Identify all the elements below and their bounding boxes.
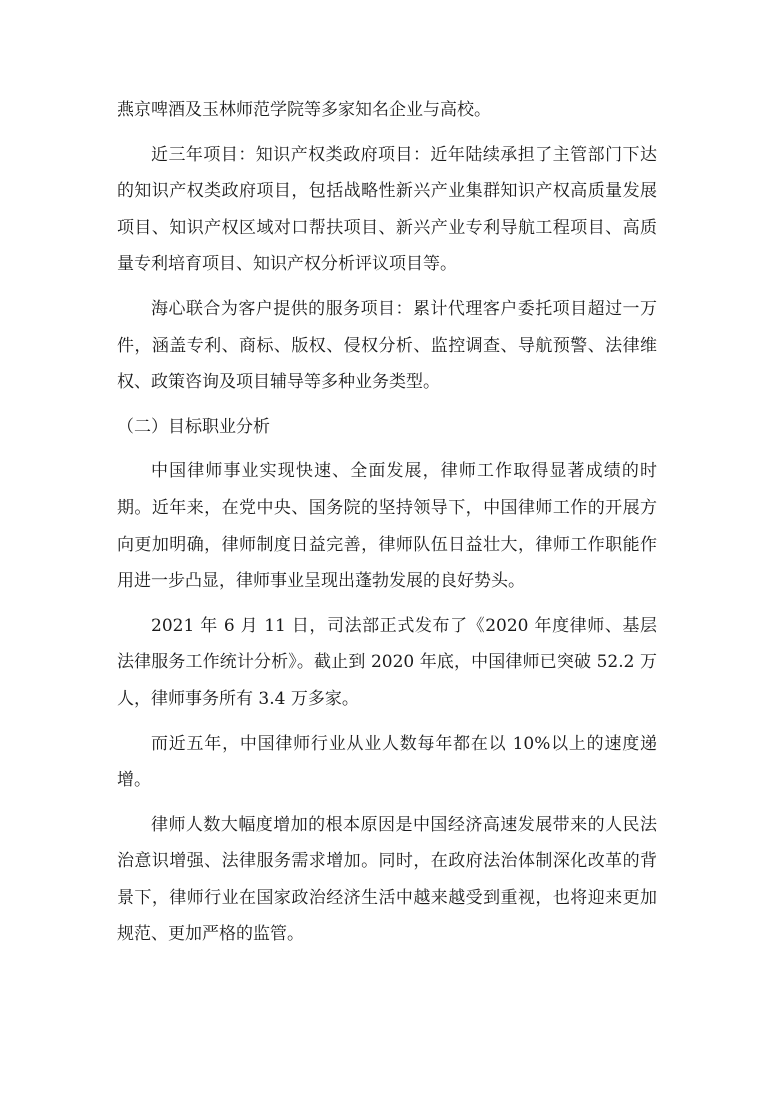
paragraph-continuation: 燕京啤酒及玉林师范学院等多家知名企业与高校。 bbox=[117, 100, 491, 120]
paragraph-recent-projects: 近三年项目：知识产权类政府项目：近年陆续承担了主管部门下达的知识产权类政府项目，包括战略性新兴产业集群知识产权高质量发展项目、知识产权区域对口帮扶项目、新兴产业专利导航工程项目、高质量专利培育项目、知识产权分析评议项目等。 bbox=[117, 144, 657, 275]
paragraph-client-services: 海心联合为客户提供的服务项目：累计代理客户委托项目超过一万件，涵盖专利、商标、版权、侵权分析、监控调查、导航预警、法律维权、政策咨询及项目辅导等多种业务类型。 bbox=[117, 298, 657, 393]
paragraph-growth-rate: 而近五年，中国律师行业从业人数每年都在以 10%以上的速度递增。 bbox=[117, 733, 657, 791]
section-heading-target-career: （二）目标职业分析 bbox=[117, 416, 270, 437]
paragraph-lawyer-development: 中国律师事业实现快速、全面发展，律师工作取得显著成绩的时期。近年来，在党中央、国务院的坚持领导下，中国律师工作的开展方向更加明确，律师制度日益完善，律师队伍日益壮大，律师工作职能作用进一步凸显，律师事业呈现出蓬勃发展的良好势头。 bbox=[117, 461, 657, 592]
paragraph-statistics: 2021 年 6 月 11 日，司法部正式发布了《2020 年度律师、基层法律服务工作统计分析》。截止到 2020 年底，中国律师已突破 52.2 万人，律师事务所有 3.4 万多家。 bbox=[117, 615, 657, 709]
paragraph-root-cause: 律师人数大幅度增加的根本原因是中国经济高速发展带来的人民法治意识增强、法律服务需求增加。同时，在政府法治体制深化改革的背景下，律师行业在国家政治经济生活中越来越受到重视，也将迎来更加规范、更加严格的监管。 bbox=[117, 814, 657, 945]
document-body bbox=[117, 92, 657, 961]
